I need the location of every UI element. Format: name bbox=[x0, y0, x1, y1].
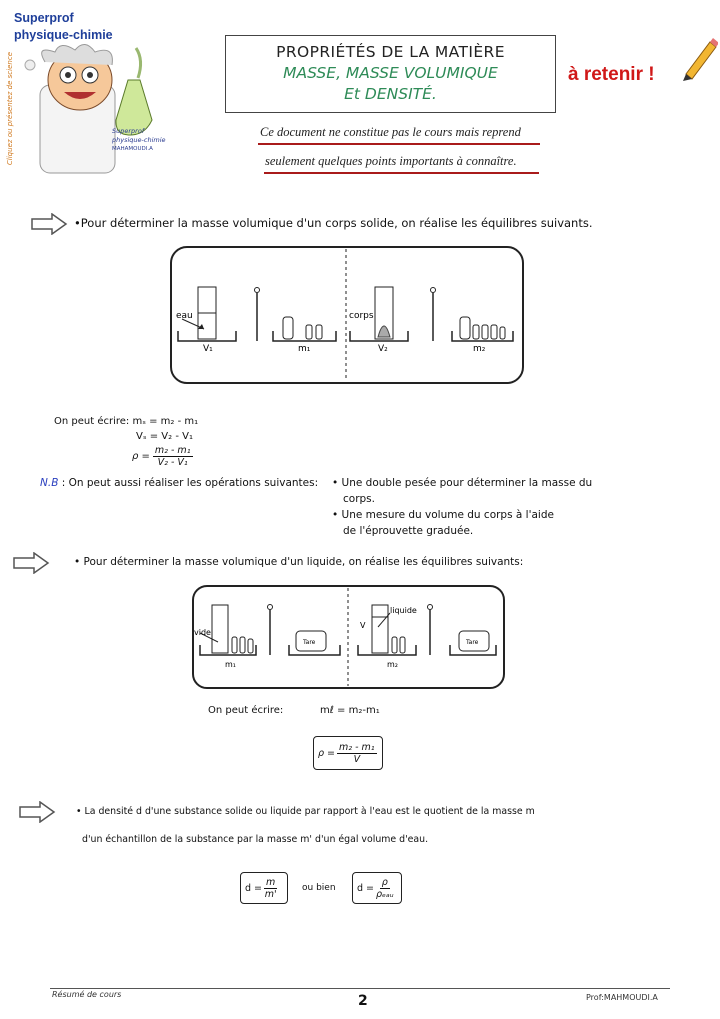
eq-ecrire-2: On peut écrire: bbox=[208, 705, 284, 716]
solid-balance-diagram bbox=[170, 245, 525, 385]
rho-liquid-symbol: ρ = bbox=[318, 747, 336, 759]
underline-2 bbox=[264, 172, 539, 174]
page-subtitle-2: Et DENSITÉ. bbox=[344, 85, 437, 103]
section1-text: •Pour déterminer la masse volumique d'un corps solide, on réalise les équilibres suivants. bbox=[74, 216, 593, 230]
label-m2-liquid: m₂ bbox=[387, 660, 398, 669]
liquid-balance-diagram bbox=[192, 585, 505, 690]
eq-mass-liquid: mℓ = m₂-m₁ bbox=[320, 705, 380, 716]
nb-label: N.B bbox=[40, 477, 59, 489]
d2-numerator: ρ bbox=[381, 876, 388, 888]
brand-title bbox=[14, 10, 113, 44]
d1-fraction bbox=[264, 877, 277, 900]
op2-line2: de l'éprouvette graduée. bbox=[343, 525, 474, 537]
mini-caption-2: physique-chimie bbox=[112, 136, 166, 144]
label-v1: V₁ bbox=[203, 344, 213, 354]
rho-liquid-numerator: m₂ - m₁ bbox=[339, 741, 375, 753]
arrow-icon bbox=[18, 801, 56, 823]
ecrire-label-1: On peut écrire: bbox=[54, 416, 130, 427]
label-corps: corps bbox=[349, 311, 374, 321]
eq-mass-solid: mₛ = m₂ - m₁ bbox=[132, 416, 199, 427]
rho-symbol: ρ = bbox=[132, 451, 150, 462]
d2-label: d = bbox=[357, 882, 375, 894]
page-subtitle-1: MASSE, MASSE VOLUMIQUE bbox=[283, 64, 498, 82]
retenir-label: à retenir ! bbox=[568, 64, 655, 85]
d1-denominator: m' bbox=[264, 888, 277, 900]
footer-right: Prof:MAHMOUDI.A bbox=[586, 993, 658, 1002]
ou-bien: ou bien bbox=[302, 883, 336, 893]
rho-liquid-box bbox=[313, 736, 383, 770]
density-formula-1 bbox=[240, 872, 288, 904]
label-tare-1: Tare bbox=[303, 639, 316, 646]
density-definition-2: d'un échantillon de la substance par la masse m' d'un égal volume d'eau. bbox=[82, 834, 429, 845]
brand-line-2: physique-chimie bbox=[14, 28, 113, 42]
label-m1: m₁ bbox=[298, 344, 311, 354]
rho-fraction bbox=[153, 445, 193, 468]
label-m2: m₂ bbox=[473, 344, 486, 354]
disclaimer-line-1: Ce document ne constitue pas le cours mais reprend bbox=[260, 125, 521, 139]
density-definition-1: • La densité d d'une substance solide ou liquide par rapport à l'eau est le quotient de la masse m bbox=[76, 806, 535, 817]
title-box bbox=[225, 35, 556, 113]
label-eau: eau bbox=[176, 311, 193, 321]
rho-liquid-denominator: V bbox=[353, 753, 361, 765]
footer-rule bbox=[50, 988, 670, 989]
density-formula-2 bbox=[352, 872, 402, 904]
op2-line1: • Une mesure du volume du corps à l'aide bbox=[332, 509, 554, 521]
section2-text: • Pour déterminer la masse volumique d'un liquide, on réalise les équilibres suivants: bbox=[74, 556, 524, 568]
page-number: 2 bbox=[358, 993, 368, 1009]
eq-rho-solid bbox=[132, 445, 193, 468]
rho-liquid-fraction bbox=[337, 742, 377, 765]
disclaimer-line-2: seulement quelques points importants à connaître. bbox=[265, 154, 517, 168]
d2-fraction bbox=[376, 877, 394, 900]
underline-1 bbox=[258, 143, 540, 145]
op1-line1: • Une double pesée pour déterminer la masse du bbox=[332, 477, 593, 489]
mini-caption-3: MAHAMOUDI.A bbox=[112, 146, 153, 152]
mini-caption bbox=[112, 127, 166, 154]
eq-volume-solid: Vₛ = V₂ - V₁ bbox=[136, 431, 193, 442]
label-vide: vide bbox=[194, 628, 211, 637]
op1-line2: corps. bbox=[343, 493, 375, 505]
label-v2: V₂ bbox=[378, 344, 388, 354]
nb-text: : On peut aussi réaliser les opérations suivantes: bbox=[61, 477, 319, 489]
label-liquide: liquide bbox=[390, 606, 417, 615]
page-title: PROPRIÉTÉS DE LA MATIÈRE bbox=[276, 43, 505, 61]
d1-label: d = bbox=[245, 882, 263, 894]
side-caption: Cliquez ou présentez de science bbox=[6, 52, 14, 166]
mini-caption-1: Superprof bbox=[112, 127, 145, 135]
rho-numerator: m₂ - m₁ bbox=[154, 445, 191, 456]
d1-numerator: m bbox=[266, 876, 276, 888]
pencil-icon bbox=[680, 36, 718, 81]
eq-ecrire bbox=[54, 416, 198, 427]
brand-line-1: Superprof bbox=[14, 11, 74, 25]
arrow-icon bbox=[30, 213, 68, 235]
label-v: V bbox=[360, 621, 366, 630]
d2-denominator: ρₑₐᵤ bbox=[376, 888, 394, 900]
rho-denominator: V₂ - V₁ bbox=[157, 457, 188, 468]
label-tare-2: Tare bbox=[466, 639, 479, 646]
arrow-icon bbox=[12, 552, 50, 574]
nb-line bbox=[40, 477, 318, 489]
label-m1-liquid: m₁ bbox=[225, 660, 236, 669]
footer-left: Résumé de cours bbox=[52, 990, 122, 999]
scientist-illustration bbox=[20, 40, 170, 175]
